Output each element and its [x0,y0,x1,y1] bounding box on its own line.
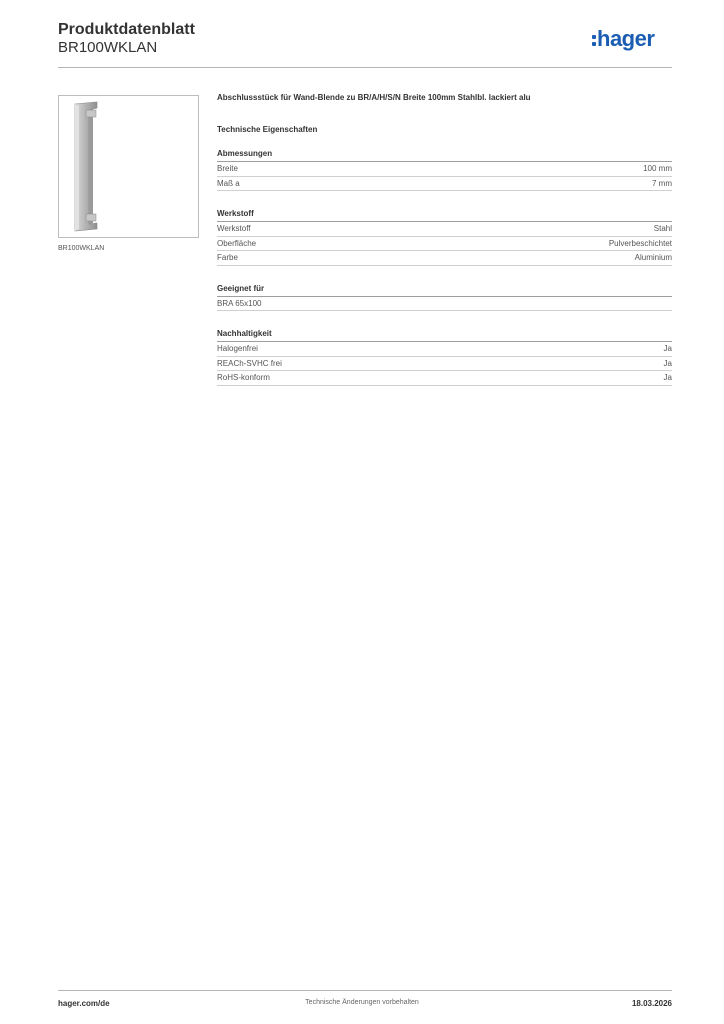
image-caption: BR100WKLAN [58,245,105,252]
product-image [58,95,199,238]
row-label: RoHS-konform [217,373,270,382]
header-divider [58,67,672,68]
table-row [217,357,672,372]
footer-date: 18.03.2026 [631,999,672,1008]
table-row [217,251,672,266]
section-nachhaltigkeit [217,328,672,386]
table-row [217,371,672,386]
row-value: 100 mm [643,164,672,173]
row-value: Ja [663,373,672,382]
row-label: REACh-SVHC frei [217,358,282,368]
row-value: Aluminium [634,253,672,262]
row-value: Ja [663,358,672,368]
footer-divider [58,990,672,991]
logo-dots-icon [592,35,596,46]
product-code: BR100WKLAN [58,39,158,56]
tech-properties-heading: Technische Eigenschaften [217,125,318,134]
section-abmessungen [217,148,672,191]
table-row [217,177,672,192]
row-label: Farbe [217,253,238,262]
row-label: Halogenfrei [217,344,258,353]
table-row [217,162,672,177]
row-value: Pulverbeschichtet [608,238,672,248]
table-row [217,237,672,252]
footer-website-link[interactable]: hager.com/de [58,999,110,1008]
section-geeignet-fuer [217,283,672,312]
product-description: Abschlussstück für Wand-Blende zu BR/A/H/S/N Breite 100mm Stahlbl. lackiert alu [217,93,531,102]
section-title: Abmessungen [217,148,672,162]
footer-disclaimer: Technische Änderungen vorbehalten [305,999,419,1006]
row-label: Maß a [217,178,240,188]
row-value: Ja [663,344,672,353]
section-title: Geeignet für [217,283,672,297]
section-title: Werkstoff [217,208,672,222]
section-title: Nachhaltigkeit [217,328,672,342]
row-label: Oberfläche [217,238,257,248]
row-value: Stahl [653,224,672,233]
row-label: Breite [217,164,238,173]
table-row [217,222,672,237]
row-label: Werkstoff [217,224,251,233]
table-row [217,297,672,312]
logo-wordmark: hager [597,26,655,51]
hager-logo [592,28,654,50]
product-details [217,92,672,403]
section-werkstoff [217,208,672,266]
page-title: Produktdatenblatt [58,21,195,38]
wall-end-piece-icon [59,96,198,237]
row-label: BRA 65x100 [217,298,262,308]
table-row [217,342,672,357]
row-value: 7 mm [652,178,672,188]
